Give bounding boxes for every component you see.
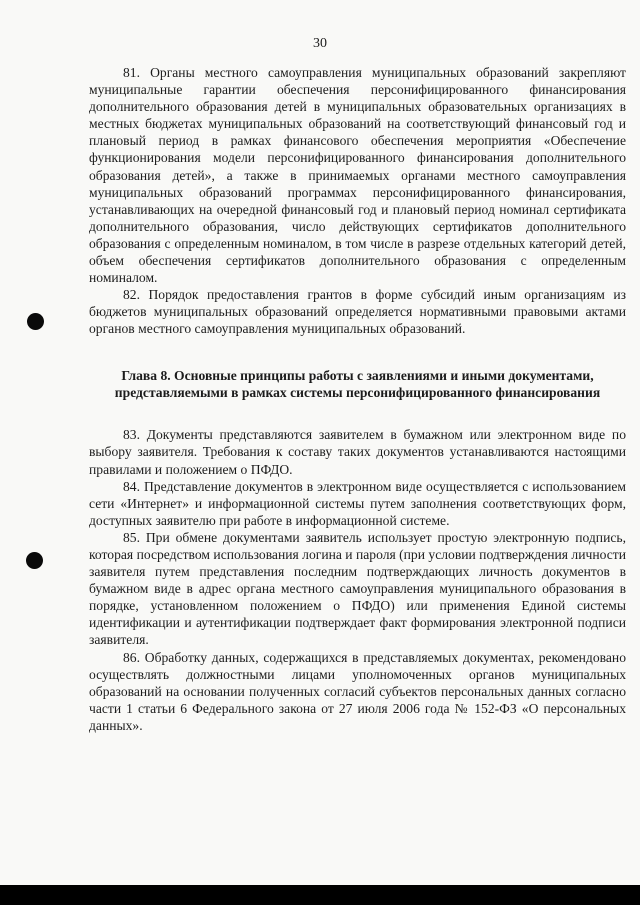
scan-border [0, 885, 640, 905]
paragraph-81: 81. Органы местного самоуправления муниципальных образований закрепляют муниципальные гарантии обеспечения персонифицированного финансирования дополнительного образования детей в муниципальных образовательных организациях в местных бюджетах муниципальных образований на соответствующий финансовый год и плановый период в рамках финансового обеспечения мероприятия «Обеспечение функционирования модели персонифицированного финансирования дополнительного образования детей», а также в принимаемых органами местного самоуправления муниципальных образований программах персонифицированного финансирования, устанавливающих на очередной финансовый год и плановый период номинал сертификата дополнительного образования, число действующих сертификатов дополнительного образования с определенным номиналом, в том числе в разрезе отдельных категорий детей, объем обеспечения сертификатов дополнительного образования с определенным номиналом. [89, 65, 626, 286]
punch-hole-icon [26, 552, 43, 569]
paragraph-82: 82. Порядок предоставления грантов в форме субсидий иным организациям из бюджетов муниципальных образований определяется нормативными правовыми актами органов местного самоуправления муниципальных образований. [89, 287, 626, 337]
document-body [89, 64, 626, 734]
paragraph-84: 84. Представление документов в электронном виде осуществляется с использованием сети «Интернет» и информационной системы путем заполнения соответствующих форм, доступных заявителю при работе в информационной системе. [89, 478, 626, 528]
paragraph-86: 86. Обработку данных, содержащихся в представляемых документах, рекомендовано осуществлять должностными лицами уполномоченных органов муниципальных образований на основании полученных согласий субъектов персональных данных согласно части 1 статьи 6 Федерального закона от 27 июля 2006 года № 152-ФЗ «О персональных данных». [89, 649, 626, 733]
page-number: 30 [313, 36, 327, 51]
paragraph-85: 85. При обмене документами заявитель использует простую электронную подпись, которая посредством использования логина и пароля (при условии подтверждения личности заявителя путем представления последним подтверждающих личность документов в бумажном виде в адрес органа местного самоуправления муниципального образования в порядке, установленном положением о ПФДО) или применения Единой системы идентификации и аутентификации подтверждает факт формирования электронной подписи заявителя. [89, 529, 626, 648]
punch-hole-icon [27, 313, 44, 330]
chapter-title: Глава 8. Основные принципы работы с заявлениями и иными документами, представляемыми в рамках системы персонифицированного финансирования [114, 367, 601, 400]
paragraph-83: 83. Документы представляются заявителем в бумажном или электронном виде по выбору заявителя. Требования к составу таких документов устанавливаются настоящими правилами и положением о ПФДО. [89, 427, 626, 477]
